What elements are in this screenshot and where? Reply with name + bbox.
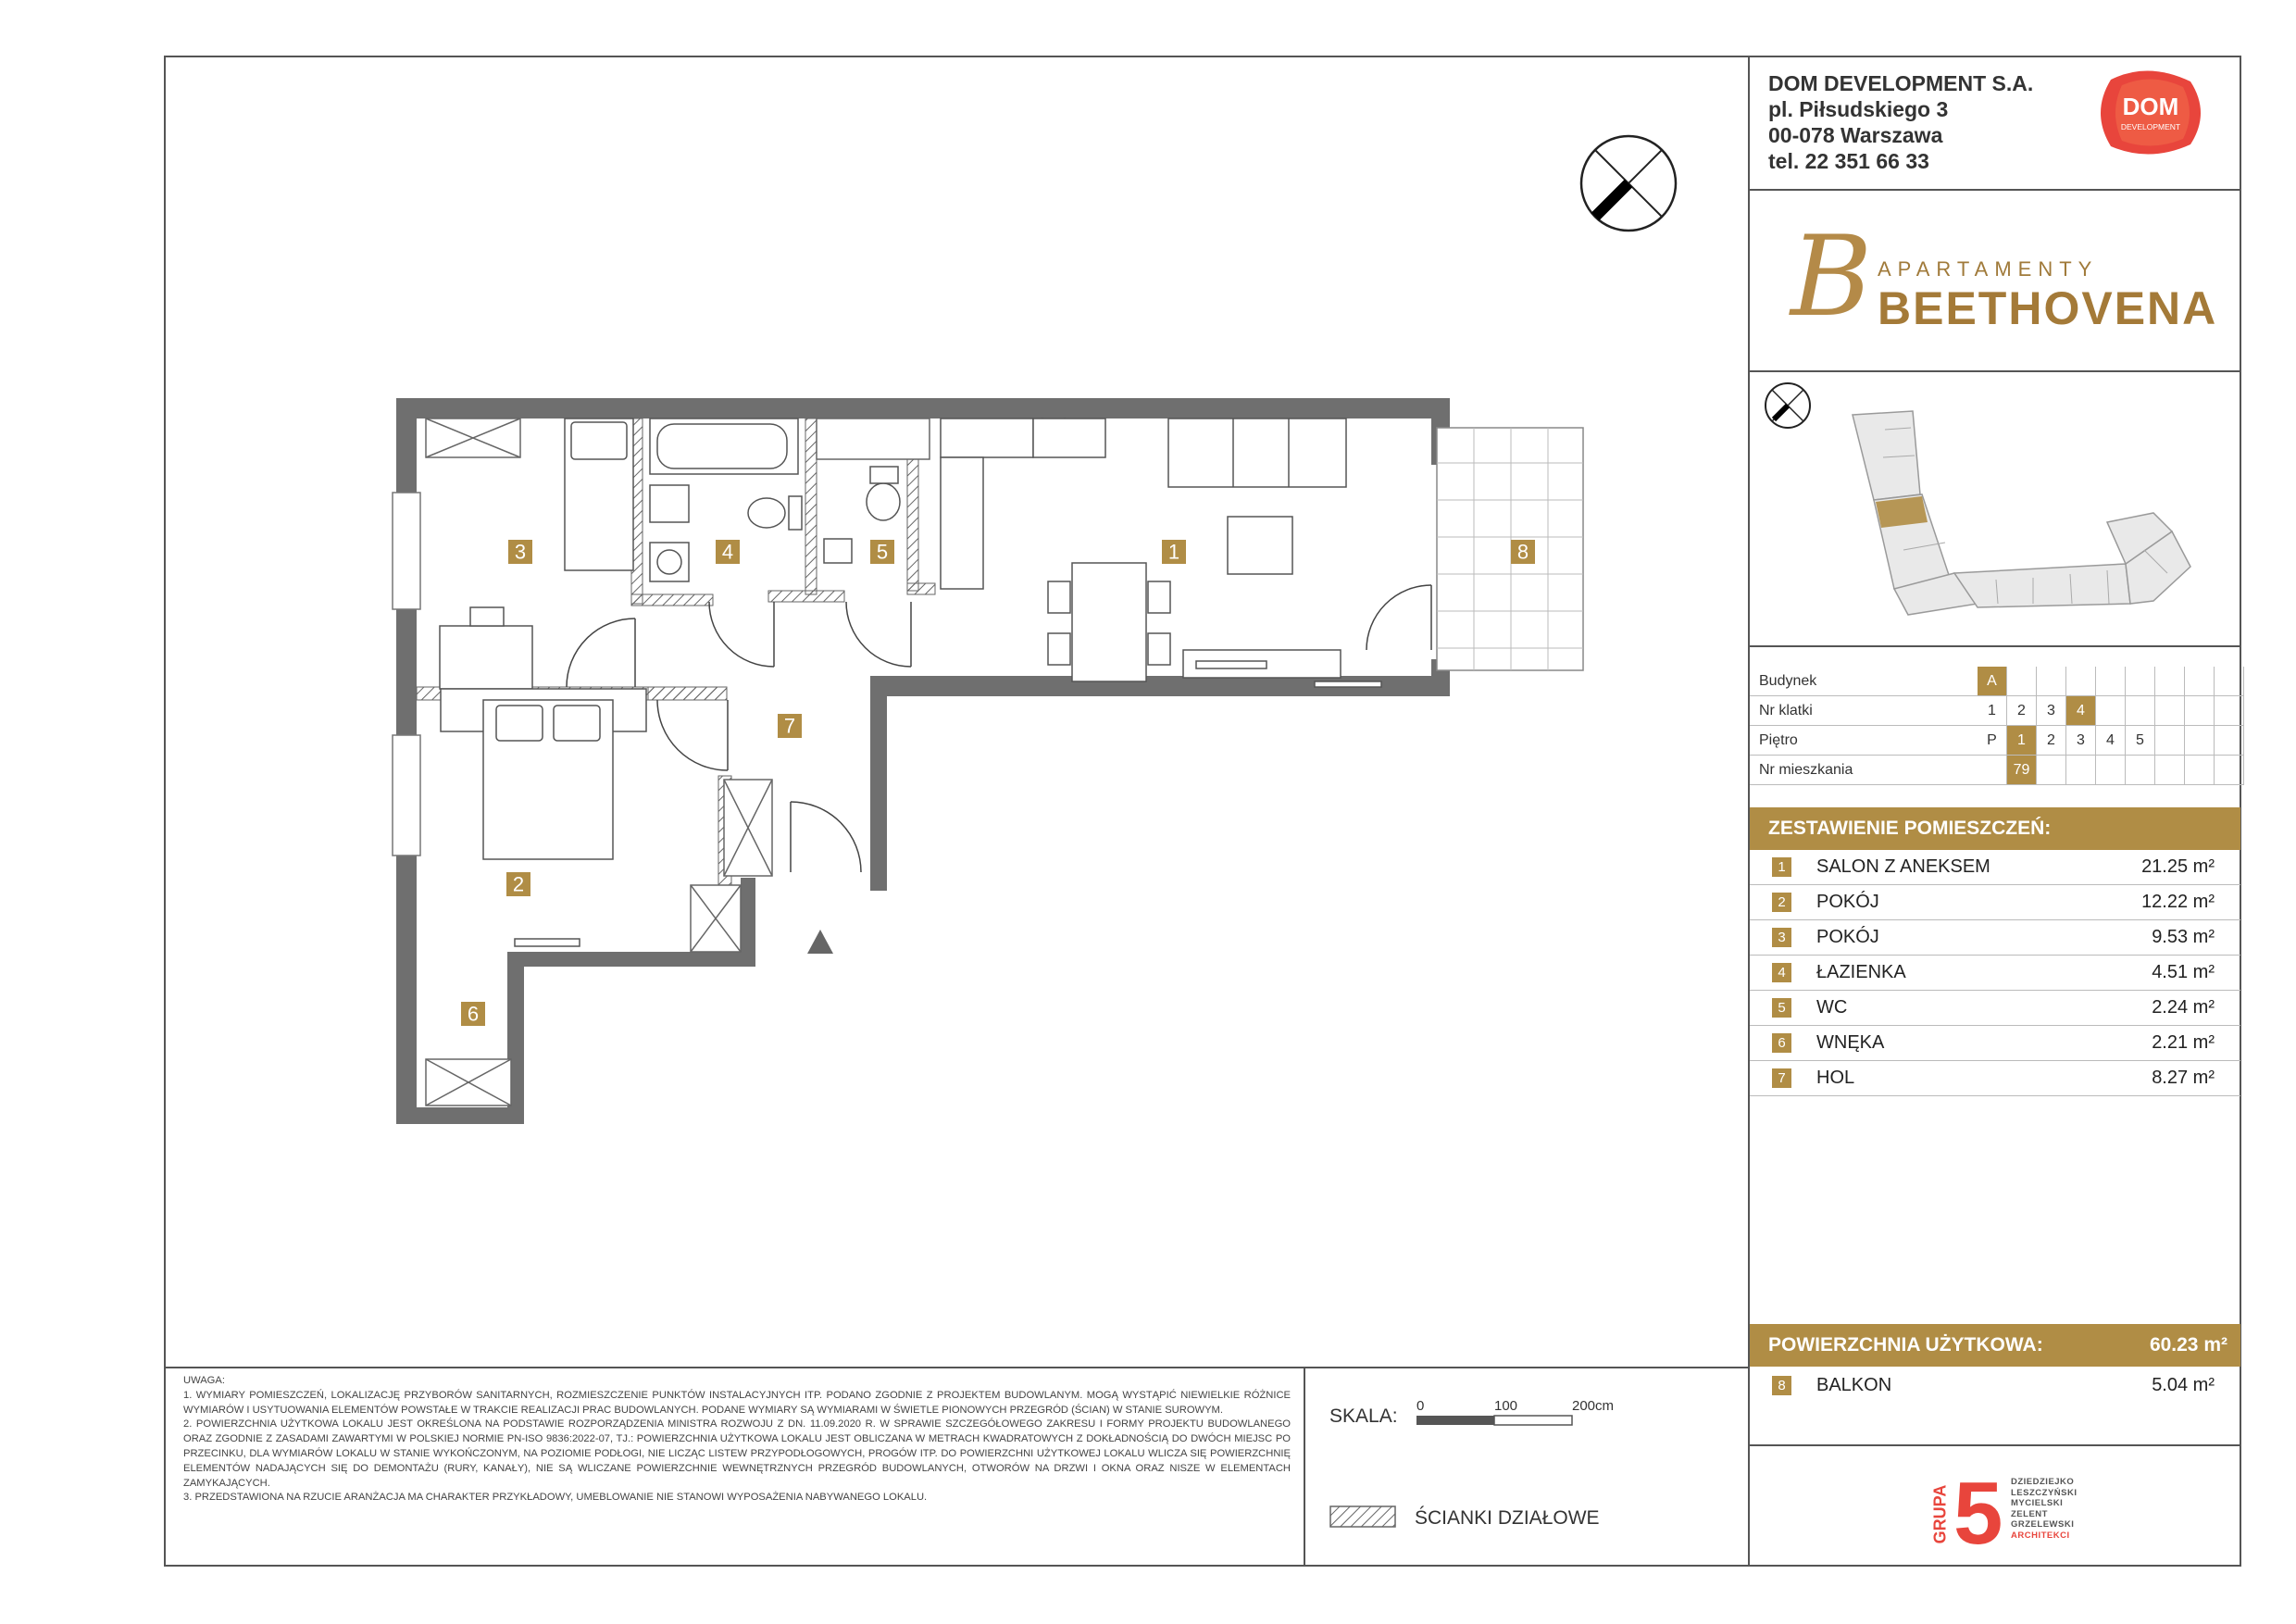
grupa5-word: GRUPA: [1930, 1484, 1950, 1544]
room-row: [1750, 885, 2240, 920]
location-cell: [2037, 756, 2066, 785]
room-number: 5: [1772, 998, 1791, 1018]
room-number: 1: [1772, 857, 1791, 877]
brand-main-text: BEETHOVENA: [1878, 282, 2218, 334]
location-cell: P: [1978, 726, 2007, 756]
company-divider: [1748, 189, 2241, 191]
rooms-header: ZESTAWIENIE POMIESZCZEŃ:: [1750, 807, 2240, 850]
note-item-2: 2. POWIERZCHNIA UŻYTKOWA LOKALU JEST OKREŚLONA NA PODSTAWIE ROZPORZĄDZENIA MINISTRA ROZWOJU Z DN. 11.09.2020 R. W SPRAWIE SZCZEGÓŁOWEGO ZAKRESU I FORMY PROJEKTU BUDOWLANEGO ORAZ ZGODNIE Z ZASADAMI ZAWARTYMI W POLSKIEJ NORMIE PN-ISO 9836:2022-07, TJ.: POWIERZCHNIA UŻYTKOWA LOKALU JEST OBLICZANA W METRACH KWADRATOWYCH Z DOKŁADNOŚCIĄ DO DWÓCH MIEJSC PO PRZECINKU, DLA WYMIARÓW LOKALU W STANIE WYKOŃCZONYM, NA POZIOMIE PODŁOGI, NIE LICZĄC LISTEW PRZYPODŁOGOWYCH, PROGÓW ITP. DO POWIERZCHNI UŻYTKOWEJ LOKALU WLICZA SIĘ POWIERZCHNIĘ ELEMENTÓW NADAJĄCYCH SIĘ DO DEMONTAŻU (RURY, KANAŁY), NIE SĄ WLICZANE POWIERZCHNIE WEWNĘTRZNYCH PRZEGRÓD BUDOWLANYCH, OTWORÓW NA DRZWI I OKNA ORAZ NISZE W ELEMENTACH ZAMYKAJĄCYCH.: [183, 1418, 1291, 1489]
note-item-3: 3. PRZEDSTAWIONA NA RZUCIE ARANŻACJA MA CHARAKTER PRZYKŁADOWY, UMEBLOWANIE NIE STANOWI WYPOSAŻENIA NABYWANEGO LOKALU.: [183, 1492, 928, 1504]
location-cell: 1: [2007, 726, 2037, 756]
room-row: [1750, 991, 2240, 1026]
room-name: HOL: [1816, 1068, 1855, 1088]
notes-divider: [164, 1367, 1749, 1368]
dom-development-logo: [2094, 67, 2207, 159]
room-row: [1750, 956, 2240, 991]
total-area-label: POWIERZCHNIA UŻYTKOWA:: [1768, 1334, 2043, 1355]
brand-divider: [1748, 370, 2241, 372]
architect-name: DZIEDZIEJKO: [2011, 1477, 2075, 1487]
location-cell: [2155, 726, 2185, 756]
building-minimap: [1755, 374, 2237, 643]
scale-tick-100: 100: [1494, 1398, 1518, 1414]
location-cell: [2185, 756, 2215, 785]
room-row: [1750, 850, 2240, 885]
minimap-highlight: [1876, 496, 1928, 528]
location-cell: 3: [2066, 726, 2096, 756]
room-area: 21.25 m²: [2141, 856, 2215, 877]
location-cell: 5: [2126, 726, 2155, 756]
location-cell: 4: [2066, 696, 2096, 726]
company-address-city: 00-078 Warszawa: [1768, 123, 1943, 147]
room-name: POKÓJ: [1816, 927, 1879, 947]
scale-divider: [1304, 1367, 1305, 1567]
scale-tick-200: 200cm: [1572, 1398, 1615, 1414]
location-row-label: Nr mieszkania: [1750, 756, 1978, 785]
room-area: 9.53 m²: [2152, 927, 2215, 947]
footer-divider: [1748, 1444, 2241, 1446]
room-area: 8.27 m²: [2152, 1068, 2215, 1088]
location-cell: [1978, 756, 2007, 785]
north-arrow-icon: [1581, 136, 1676, 231]
location-cell: [2215, 756, 2244, 785]
grupa5-number: 5: [1953, 1464, 2003, 1563]
room-number: 3: [1772, 928, 1791, 947]
location-cell: [2215, 726, 2244, 756]
room-label-5: 5: [876, 540, 889, 564]
entrance-triangle-icon: [807, 930, 833, 954]
company-info: [1768, 70, 2033, 174]
room-label-1: 1: [1167, 540, 1180, 564]
location-row: [1750, 696, 2244, 726]
scale-label: SKALA:: [1329, 1405, 1398, 1427]
logo-text-development: DEVELOPMENT: [2120, 122, 2181, 131]
room-label-7: 7: [783, 714, 796, 738]
location-cell: [2126, 756, 2155, 785]
location-row-label: Piętro: [1750, 726, 1978, 756]
location-cell: 3: [2037, 696, 2066, 726]
brand-top-text: APARTAMENTY: [1878, 257, 2099, 281]
logo-text-dom: DOM: [2122, 93, 2179, 120]
room-name: POKÓJ: [1816, 892, 1879, 912]
room-row: [1750, 1026, 2240, 1061]
total-area-bar: [1750, 1324, 2240, 1367]
room-name: WNĘKA: [1816, 1032, 1885, 1053]
location-cell: 2: [2037, 726, 2066, 756]
location-row: [1750, 726, 2244, 756]
room-number: 6: [1772, 1033, 1791, 1053]
room-label-4: 4: [721, 540, 734, 564]
location-cell: [2096, 756, 2126, 785]
balcony-name: BALKON: [1816, 1375, 1892, 1395]
location-cell: 79: [2007, 756, 2037, 785]
location-cell: [2155, 696, 2185, 726]
location-cell: [2155, 667, 2185, 696]
location-table: [1750, 667, 2244, 785]
location-cell: [2066, 756, 2096, 785]
room-area: 2.21 m²: [2152, 1032, 2215, 1053]
balcony-area: 5.04 m²: [2152, 1375, 2215, 1395]
location-cell: [2155, 756, 2185, 785]
location-cell: [2215, 667, 2244, 696]
room-row: [1750, 1061, 2240, 1096]
location-cell: 4: [2096, 726, 2126, 756]
location-cell: [2096, 667, 2126, 696]
location-cell: [2096, 696, 2126, 726]
location-cell: [2007, 667, 2037, 696]
location-row: [1750, 667, 2244, 696]
door-swings: [567, 585, 1431, 872]
company-address-street: pl. Piłsudskiego 3: [1768, 97, 1949, 121]
note-item-1: 1. WYMIARY POMIESZCZEŃ, LOKALIZACJĘ PRZYBORÓW SANITARNYCH, ROZMIESZCZENIE PUNKTÓW INSTALACYJNYCH ITP. PODANO ZGODNIE Z PROJEKTEM BUDOWLANYM. MOGĄ WYSTĄPIĆ NIEWIELKIE RÓŻNICE WYMIARÓW I USYTUOWANIA ELEMENTÓW POWSTAŁE W TRAKCIE REALIZACJI PRAC BUDOWLANYCH. PODANE WYMIARY SĄ WYMIARAMI W ŚWIETLE PIONOWYCH PRZEGRÓD (ŚCIAN) W STANIE SUROWYM.: [183, 1389, 1291, 1416]
location-row-label: Budynek: [1750, 667, 1978, 696]
notes-title: UWAGA:: [183, 1375, 225, 1386]
notes-block: [183, 1374, 1291, 1505]
location-cell: [2215, 696, 2244, 726]
location-cell: [2185, 726, 2215, 756]
partition-legend-label: ŚCIANKI DZIAŁOWE: [1415, 1507, 1600, 1529]
room-label-8: 8: [1516, 540, 1529, 564]
room-area: 12.22 m²: [2141, 892, 2215, 912]
room-name: WC: [1816, 997, 1848, 1018]
balcony: [1437, 428, 1583, 670]
company-name: DOM DEVELOPMENT S.A.: [1768, 71, 2034, 95]
location-cell: [2037, 667, 2066, 696]
location-row: [1750, 756, 2244, 785]
total-area-value: 60.23 m²: [2149, 1334, 2227, 1355]
partition-legend-swatch: [1329, 1505, 1396, 1528]
minimap-divider: [1748, 645, 2241, 647]
room-number: 7: [1772, 1068, 1791, 1088]
company-phone: tel. 22 351 66 33: [1768, 149, 1929, 173]
balcony-number: 8: [1772, 1376, 1791, 1395]
architect-name: ZELENT: [2011, 1508, 2048, 1519]
location-cell: [2066, 667, 2096, 696]
room-number: 4: [1772, 963, 1791, 982]
room-area: 4.51 m²: [2152, 962, 2215, 982]
room-name: SALON Z ANEKSEM: [1816, 856, 1990, 877]
architect-name: MYCIELSKI: [2011, 1498, 2064, 1508]
location-cell: A: [1978, 667, 2007, 696]
location-row-label: Nr klatki: [1750, 696, 1978, 726]
grupa5-names: [2011, 1477, 2077, 1541]
location-cell: [2185, 696, 2215, 726]
architect-name: LESZCZYŃSKI: [2011, 1487, 2078, 1498]
architect-name: ARCHITEKCI: [2011, 1530, 2070, 1541]
room-area: 2.24 m²: [2152, 997, 2215, 1018]
location-cell: [2185, 667, 2215, 696]
scale-tick-0: 0: [1416, 1398, 1425, 1414]
grupa5-logo: [1920, 1464, 2096, 1563]
room-name: ŁAZIENKA: [1816, 962, 1906, 982]
scale-bar: [1416, 1415, 1574, 1426]
location-cell: 1: [1978, 696, 2007, 726]
balcony-row: [1750, 1368, 2240, 1403]
room-number: 2: [1772, 893, 1791, 912]
location-cell: 2: [2007, 696, 2037, 726]
location-cell: [2126, 696, 2155, 726]
minimap-compass-icon: [1766, 383, 1810, 428]
room-row: [1750, 920, 2240, 956]
room-label-6: 6: [467, 1002, 480, 1026]
project-brand: [1791, 213, 2216, 343]
location-cell: [2126, 667, 2155, 696]
architect-name: GRZELEWSKI: [2011, 1519, 2075, 1530]
room-label-3: 3: [514, 540, 527, 564]
room-label-2: 2: [512, 872, 525, 896]
brand-letter: B: [1791, 213, 1873, 342]
